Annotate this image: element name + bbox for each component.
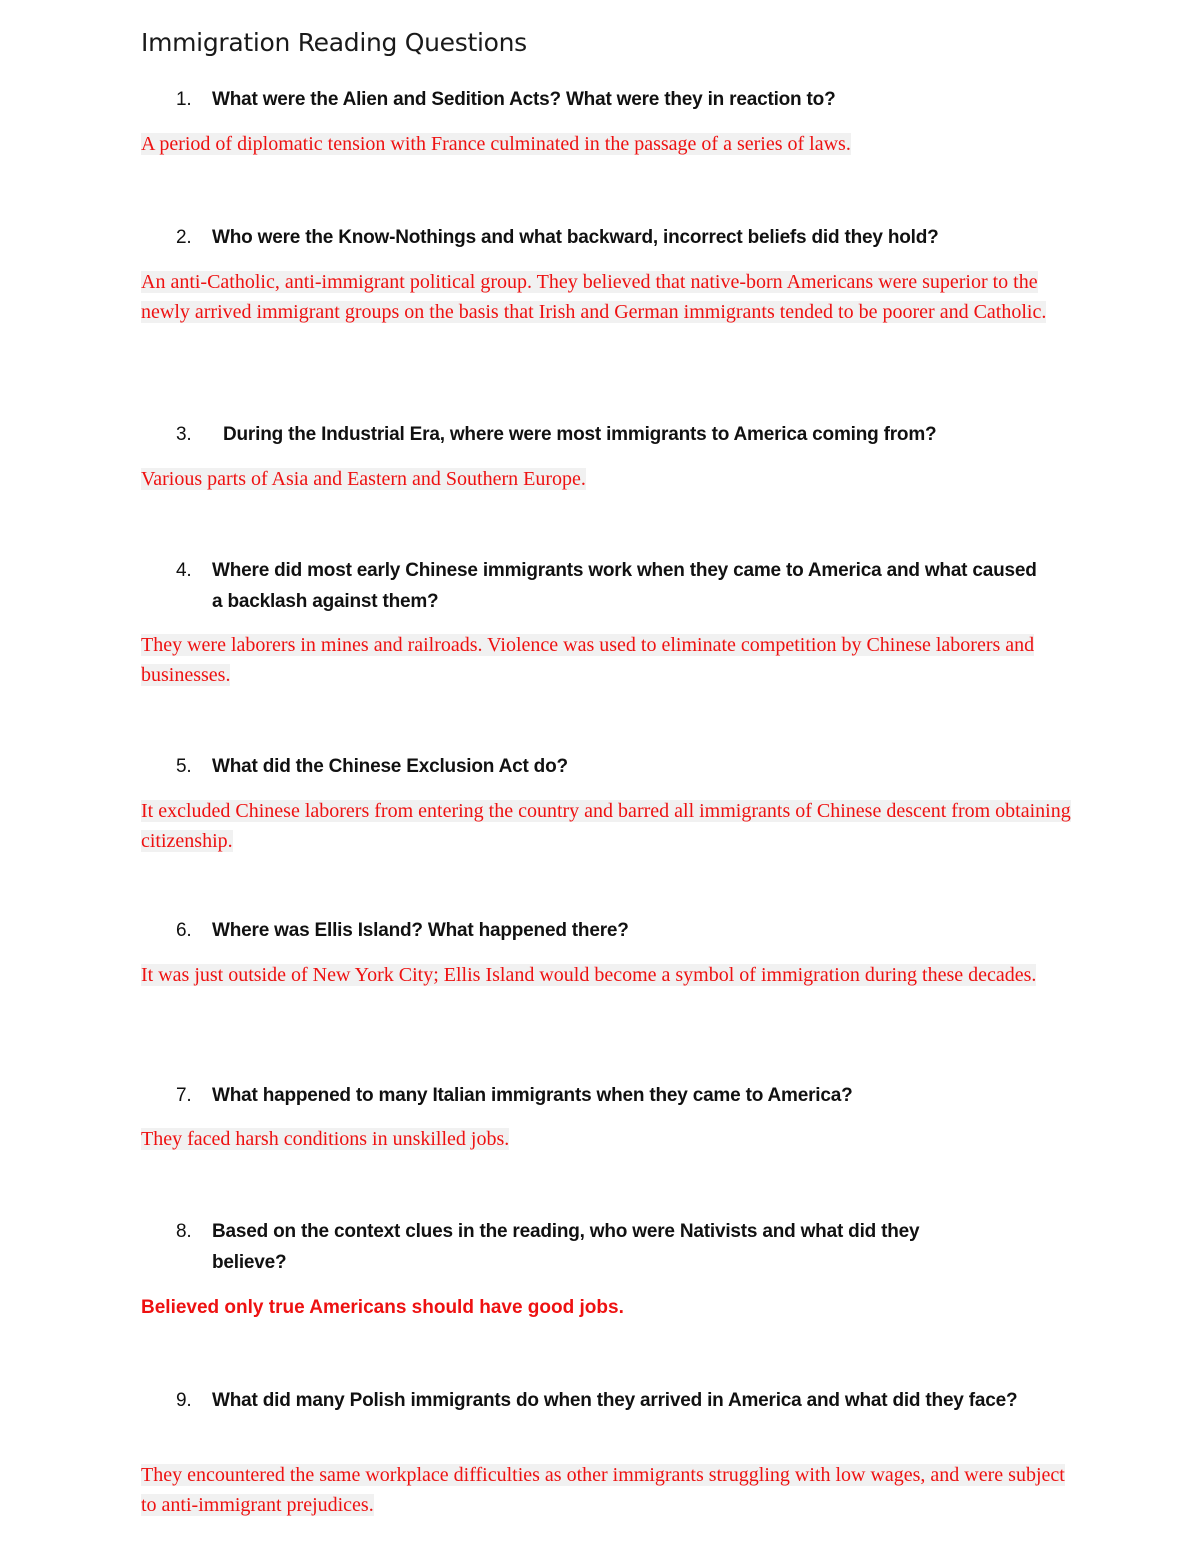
question-2 [176, 222, 1056, 253]
answer-text: It was just outside of New York City; Ellis Island would become a symbol of immigration during these decades. [141, 964, 1037, 986]
question-number: 6. [176, 920, 192, 941]
question-number: 4. [176, 560, 192, 581]
question-number: 7. [176, 1085, 192, 1106]
answer-1 [141, 130, 1071, 160]
question-9 [176, 1385, 1046, 1416]
question-number: 1. [176, 89, 192, 110]
question-8 [176, 1216, 996, 1278]
answer-7 [141, 1125, 1071, 1155]
question-number: 3. [176, 424, 192, 445]
answer-text: A period of diplomatic tension with France culminated in the passage of a series of laws. [141, 133, 851, 155]
answer-text: They faced harsh conditions in unskilled jobs. [141, 1128, 510, 1150]
answer-4 [141, 631, 1071, 690]
question-text: What did the Chinese Exclusion Act do? [212, 756, 568, 777]
page-title: Immigration Reading Questions [141, 28, 527, 57]
answer-text: Various parts of Asia and Eastern and Southern Europe. [141, 468, 586, 490]
question-text: What were the Alien and Sedition Acts? What were they in reaction to? [212, 89, 836, 110]
question-7 [176, 1080, 1056, 1111]
answer-8 [141, 1293, 1071, 1323]
answer-text: An anti-Catholic, anti-immigrant political group. They believed that native-born Americans were superior to the newly arrived immigrant groups on the basis that Irish and German immigrants tended to be poorer and Catholic. [141, 271, 1047, 323]
answer-text: They were laborers in mines and railroads. Violence was used to eliminate competition by Chinese laborers and businesses. [141, 634, 1035, 686]
question-5 [176, 751, 1056, 782]
answer-3 [141, 465, 1071, 495]
answer-text: They encountered the same workplace difficulties as other immigrants struggling with low wages, and were subject to anti-immigrant prejudices. [141, 1464, 1065, 1516]
question-number: 9. [176, 1390, 192, 1411]
question-number: 8. [176, 1221, 192, 1242]
question-3 [176, 419, 1056, 450]
question-text: During the Industrial Era, where were most immigrants to America coming from? [223, 424, 937, 445]
question-text: What did many Polish immigrants do when they arrived in America and what did they face? [212, 1390, 1018, 1411]
answer-6 [141, 961, 1071, 991]
question-text: Where was Ellis Island? What happened there? [212, 920, 629, 941]
question-6 [176, 915, 1056, 946]
question-text: Based on the context clues in the reading, who were Nativists and what did they believe? [212, 1221, 920, 1273]
answer-text: Believed only true Americans should have good jobs. [141, 1297, 624, 1318]
answer-text: It excluded Chinese laborers from entering the country and barred all immigrants of Chinese descent from obtaining citizenship. [141, 800, 1071, 852]
answer-9 [141, 1461, 1071, 1520]
question-text: Where did most early Chinese immigrants work when they came to America and what caused a backlash against them? [212, 560, 1037, 612]
question-number: 2. [176, 227, 192, 248]
question-text: What happened to many Italian immigrants when they came to America? [212, 1085, 853, 1106]
question-1 [176, 84, 1056, 115]
question-4 [176, 555, 1046, 617]
answer-5 [141, 797, 1071, 856]
question-number: 5. [176, 756, 192, 777]
question-text: Who were the Know-Nothings and what backward, incorrect beliefs did they hold? [212, 227, 939, 248]
answer-2 [141, 268, 1071, 327]
